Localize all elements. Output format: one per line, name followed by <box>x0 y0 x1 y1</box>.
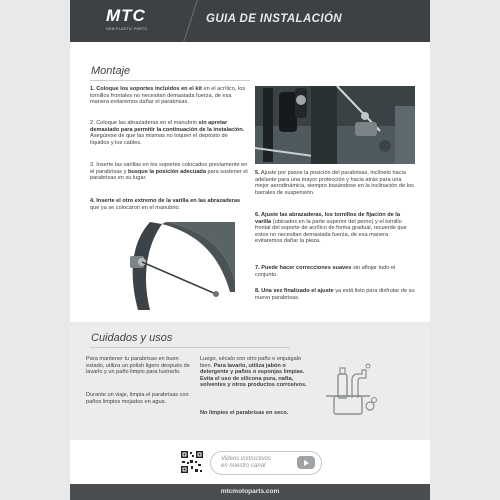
montaje-underline <box>90 80 250 81</box>
windshield-rod-photo <box>120 222 235 310</box>
step-2-bold: sin apretar demasiado para permitir la continuación de la instalación. <box>90 120 245 133</box>
step-6-bold: 6. Ajuste las abrazaderas, los tornillos de fijación de la varilla <box>255 212 400 225</box>
step-2 <box>90 120 248 146</box>
video-text <box>221 456 271 470</box>
step-5 <box>255 170 415 196</box>
step-7-bold: 7. Puede hacer correcciones suaves <box>255 265 352 271</box>
step-5-bold: 5. <box>255 170 260 176</box>
logo-text: MTC <box>106 6 146 25</box>
step-4-bold: 4. Inserte el otro extremo de la varilla en las abrazaderas <box>90 198 241 204</box>
montaje-title: Montaje <box>91 65 131 77</box>
video-channel-link[interactable] <box>210 451 322 475</box>
care-paragraph-1: Para mantener tu parabrisas en buen estado, utiliza un polish ligero después de lavarlo y un paño limpio para lustrarlo. <box>86 356 190 376</box>
installation-guide-page <box>70 0 430 500</box>
header-divider <box>183 0 198 42</box>
care-paragraph-3 <box>200 356 310 389</box>
step-1-bold: 1. Coloque los soportes incluidos en el kit <box>90 86 202 92</box>
step-3 <box>90 162 248 182</box>
step-1 <box>90 86 248 106</box>
cuidados-title: Cuidados y usos <box>91 332 173 344</box>
footer-url[interactable]: mtcmotoparts.com <box>220 488 280 495</box>
cuidados-underline <box>90 347 290 348</box>
handlebar-clamp-illustration <box>255 86 415 164</box>
step-6-text: (ubicados en la parte superior del perno) y el tornillo frontal del soporte de acrílico de forma gradual, recuerde que estos no necesitan demasiada fuerza, de esa manera evitaremos dañar la pieza. <box>255 218 407 245</box>
step-6 <box>255 212 415 245</box>
qr-code-icon <box>180 450 204 474</box>
video-line-2: en nuestro canal <box>221 463 266 469</box>
windshield-rod-illustration <box>120 222 235 310</box>
care-p3-pre: Luego, sécalo con otro paño o enjuágalo bien. <box>200 356 302 369</box>
header-title: GUIA DE INSTALACIÓN <box>206 13 343 25</box>
step-7 <box>255 265 415 278</box>
care-paragraph-2: Durante un viaje, limpia el parabrisas con paños limpios mojados en agua. <box>86 392 189 405</box>
care-p3-bold: Para lavarlo, utiliza jabón o detergente y paños o esponjas limpias. Evita el uso de silicona pura, nafta, solventes y otros productos corrosivos. <box>200 362 307 389</box>
step-2-pre: 2. Coloque las abrazaderas en el manubrio <box>90 120 199 126</box>
qr-code[interactable] <box>180 450 204 474</box>
step-8-bold: 8. Una vez finalizado el ajuste <box>255 288 334 294</box>
care-section <box>70 322 430 440</box>
step-8-text: ya está listo para disfrutar de su nuevo parabrisas. <box>255 288 415 301</box>
step-4-text: que ya se colocaron en el manubrio. <box>90 204 181 211</box>
step-7-text: sin aflojar todo el conjunto. <box>255 265 396 278</box>
step-2-text: Asegúrese de que las mismas no toquen el depósito de líquidos y los cables. <box>90 133 228 146</box>
header-bar <box>70 0 430 42</box>
step-3-text: para sostener el parabrisas en su lugar. <box>90 168 248 182</box>
step-4 <box>90 198 248 211</box>
video-line-1: Videos instructivos <box>221 456 271 462</box>
step-3-bold: busque la posición adecuada <box>127 168 206 175</box>
youtube-icon <box>297 456 315 469</box>
care-paragraph-4: No limpies el parabrisas en seco. <box>200 410 289 416</box>
brand-logo <box>106 7 156 37</box>
handlebar-clamp-photo <box>255 86 415 164</box>
cleaning-products-icon <box>322 360 380 420</box>
step-8 <box>255 288 415 301</box>
logo-subtitle: OEM PLASTIC PARTS <box>106 27 147 31</box>
step-3-pre: 3. Inserte las varillas en los soportes colocados previamente en el parabrisas y <box>90 162 248 175</box>
step-1-text: en el acrílico, los tornillos frontales no necesitan demasiada fuerza, de esa manera evitaremos dañar el parabrisas. <box>90 86 246 106</box>
step-5-text: Ajuste por pasos la posición del parabrisas, inclínelo hacia adelante para una mayor protección y hacia atrás para una mejor aerodinámica, siempre basándose en la inclinación de los barrales de suspensión. <box>255 170 414 196</box>
